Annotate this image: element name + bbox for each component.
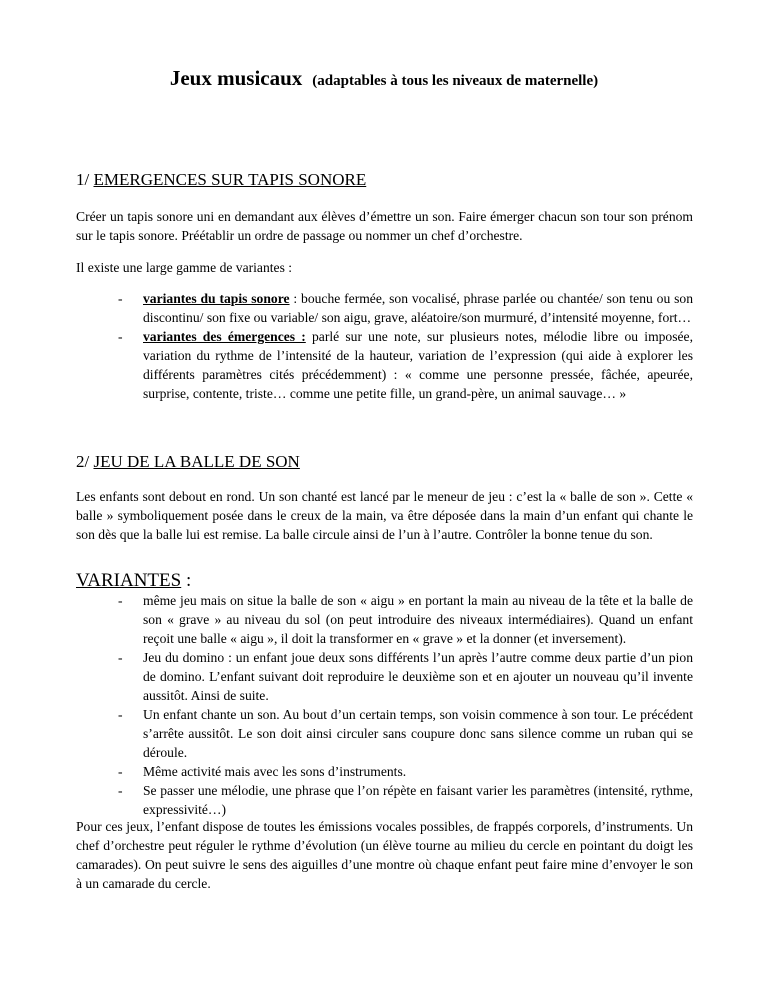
section1-variant-list (76, 289, 693, 403)
section2-text: Les enfants sont debout en rond. Un son chanté est lancé par le meneur de jeu : c’est la « balle de son ». Cette « balle » symboliquement posée dans le creux de la main, va être déposée dans la main d’un enfant qui chante le son dès que la balle lui est remise. La balle circule ainsi de l’un à l’autre. Contrôler la bonne tenue du son. (76, 489, 693, 542)
variantes-list (76, 591, 693, 819)
variant-text: : bouche fermée, son vocalisé, phrase parlée ou chantée/ son tenu ou son discontinu/ son fixe ou variable/ son aigu, grave, aléatoire/son murmuré, d’intensité moyenne, fort… (143, 291, 693, 325)
list-item (76, 327, 693, 403)
document-title (0, 66, 768, 91)
list-item (76, 781, 693, 819)
variantes-title: VARIANTES (76, 570, 182, 591)
bullet-dash: - (118, 707, 123, 722)
section1-title: EMERGENCES SUR TAPIS SONORE (93, 170, 367, 189)
list-item (76, 705, 693, 762)
variant-text: parlé sur une note, sur plusieurs notes, mélodie libre ou imposée, variation du rythme de l’intensité de la hauteur, variation de l’expression (qui aide à explorer les différents paramètres cités précédemment) : « comme une personne pressée, fâchée, apeurée, surprise, contente, triste… comme une petite fille, un grand-père, un animal sauvage… » (143, 329, 693, 401)
bullet-dash: - (118, 650, 123, 665)
list-item (76, 591, 693, 648)
bullet-dash: - (118, 764, 123, 779)
list-item (76, 648, 693, 705)
title-main: Jeux musicaux (169, 66, 303, 90)
bullet-dash: - (118, 291, 123, 306)
bullet-dash: - (118, 593, 123, 608)
variant-text: même jeu mais on situe la balle de son « aigu » en portant la main au niveau de la tête et la balle de son « grave » au niveau du sol (on peut introduire des niveaux intermédiaires). Quand un enfant reçoit une balle « aigu », il doit la transformer en « grave » et la donner (et inversement). (143, 593, 693, 646)
section1-variants-intro: Il existe une large gamme de variantes : (76, 260, 293, 275)
closing-paragraph: Pour ces jeux, l’enfant dispose de toutes les émissions vocales possibles, de frappés corporels, d’instruments. Un chef d’orchestre peut réguler le rythme d’évolution (un élève tourne au milieu du cercle en pointant du doigt les camarades). On peut suivre le sens des aiguilles d’une montre où chaque enfant peut faire mine d’envoyer le son à un camarade du cercle. (76, 819, 693, 891)
variantes-colon: : (181, 570, 192, 591)
list-item (76, 289, 693, 327)
list-item (76, 762, 693, 781)
variant-label: variantes du tapis sonore (143, 291, 290, 306)
variant-label: variantes des émergences : (143, 329, 306, 344)
variant-text: Se passer une mélodie, une phrase que l’on répète en faisant varier les paramètres (intensité, rythme, expressivité…) (143, 783, 693, 817)
section1-heading (76, 170, 366, 190)
variant-text: Même activité mais avec les sons d’instruments. (143, 764, 407, 779)
variant-text: Jeu du domino : un enfant joue deux sons différents l’un après l’autre comme deux partie d’un pion de domino. L’enfant suivant doit reproduire le deuxième son et en ajouter un nouveau qu’il invente aussitôt. Ainsi de suite. (143, 650, 693, 703)
bullet-dash: - (118, 783, 123, 798)
section1-number: 1/ (76, 170, 90, 189)
title-subtitle: (adaptables à tous les niveaux de maternelle) (312, 73, 599, 89)
section2-number: 2/ (76, 452, 90, 471)
section2-heading (76, 452, 300, 472)
variantes-heading (76, 570, 191, 592)
variant-text: Un enfant chante un son. Au bout d’un certain temps, son voisin commence à son tour. Le précédent s’arrête aussitôt. Le son doit ainsi circuler sans coupure donc sans silence comme un ruban qui se déroule. (143, 707, 693, 760)
section2-title: JEU DE LA BALLE DE SON (93, 452, 300, 471)
bullet-dash: - (118, 329, 123, 344)
section1-intro: Créer un tapis sonore uni en demandant aux élèves d’émettre un son. Faire émerger chacun son tour son prénom sur le tapis sonore. Préétablir un ordre de passage ou nommer un chef d’orchestre. (76, 209, 693, 243)
